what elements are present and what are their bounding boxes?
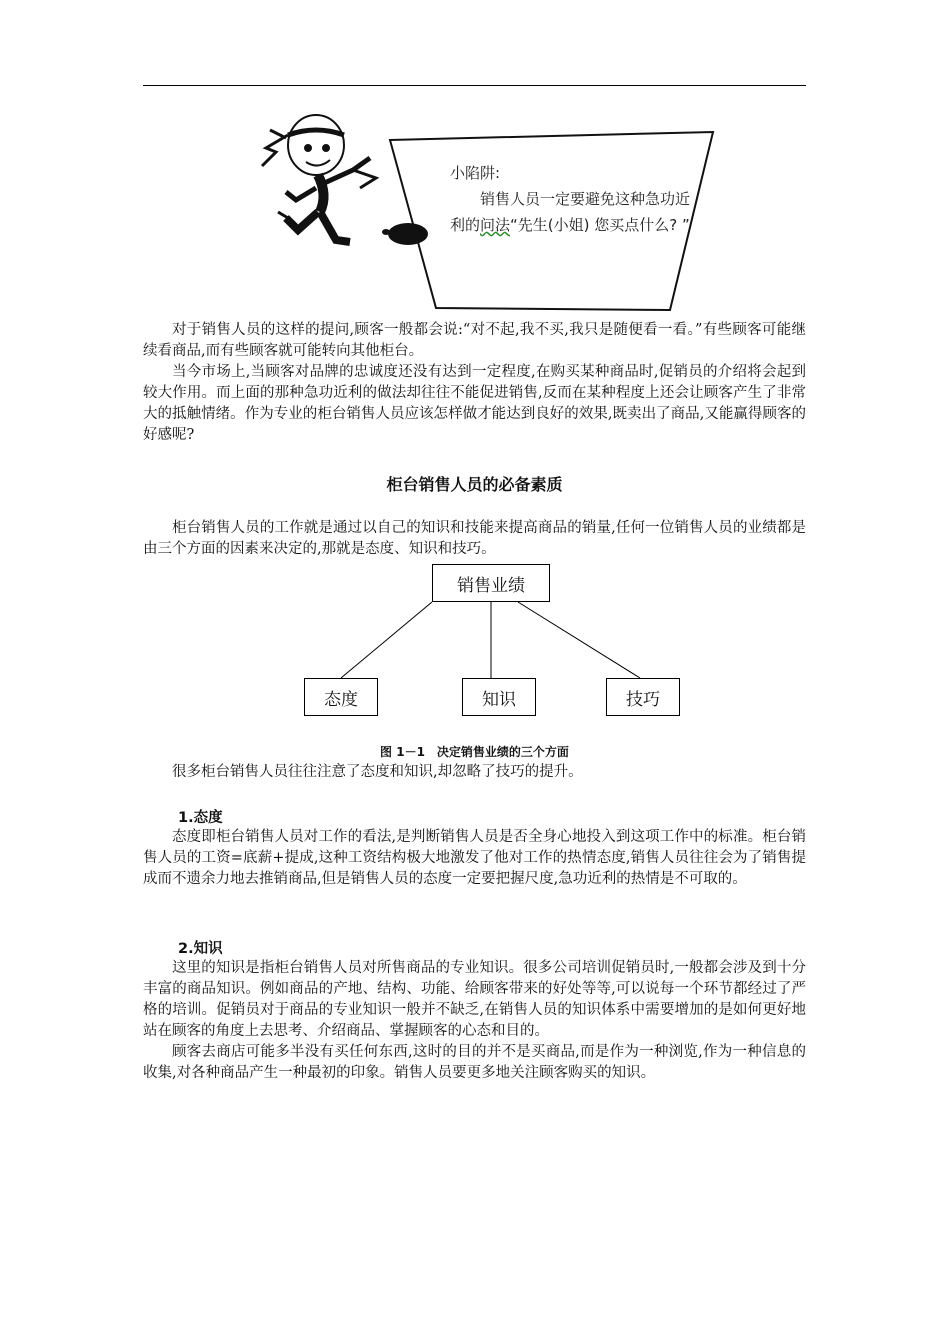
diagram-node-skill: 技巧 xyxy=(606,678,680,716)
connector-line xyxy=(341,602,432,678)
diagram-node-knowledge: 知识 xyxy=(462,678,536,716)
section-title: 柜台销售人员的必备素质 xyxy=(386,475,563,494)
paragraph: 这里的知识是指柜台销售人员对所售商品的专业知识。很多公司培训促销员时,一般都会涉及到十分丰富的商品知识。例如商品的产地、结构、功能、给顾客带来的好处等等,可以说每一个环节都经过了严格的培训。促销员对于商品的专业知识一般并不缺乏,在销售人员的知识体系中需要增加的是如何更好地站在顾客的角度上去思考、介绍商品、掌握顾客的心态和目的。 xyxy=(143,960,806,1039)
paragraph: 顾客去商店可能多半没有买任何东西,这时的目的并不是买商品,而是作为一种浏览,作为一种信息的收集,对各种商品产生一种最初的印象。销售人员要更多地关注顾客购买的知识。 xyxy=(143,1044,806,1081)
paragraph: 很多柜台销售人员往往注意了态度和知识,却忽略了技巧的提升。 xyxy=(172,764,583,780)
attitude-section xyxy=(143,827,806,890)
knowledge-section xyxy=(143,958,806,1084)
connector-line xyxy=(518,602,640,678)
diagram-root-box: 销售业绩 xyxy=(432,564,550,602)
figure-caption: 图 1－1 决定销售业绩的三个方面 xyxy=(380,745,569,759)
heading-knowledge: 2.知识 xyxy=(178,941,223,957)
paragraph: 态度即柜台销售人员对工作的看法,是判断销售人员是否全身心地投入到这项工作中的标准。柜台销售人员的工资=底薪+提成,这种工资结构极大地激发了他对工作的热情态度,销售人员往往会为了销售提成而不遗余力地去推销商品,但是销售人员的态度一定要把握尺度,急功近利的热情是不可取的。 xyxy=(143,829,806,887)
tip-body-start: 销售人员一定要避免这种急功近利的 xyxy=(450,190,691,234)
tip-body-marked: 问法 xyxy=(480,216,511,234)
tip-title: 小陷阱: xyxy=(450,164,501,182)
heading-attitude: 1.态度 xyxy=(178,810,223,826)
paragraph: 当今市场上,当顾客对品牌的忠诚度还没有达到一定程度,在购买某种商品时,促销员的介绍将会起到较大作用。而上面的那种急功近利的做法却往往不能促进销售,反而在某种程度上还会让顾客产生了非常大的抵触情绪。作为专业的柜台销售人员应该怎样做才能达到良好的效果,既卖出了商品,又能赢得顾客的好感呢? xyxy=(143,364,806,443)
intro-paragraph: 柜台销售人员的工作就是通过以自己的知识和技能来提高商品的销量,任何一位销售人员的业绩都是由三个方面的因素来决定的,那就是态度、知识和技巧。 xyxy=(143,520,806,557)
paragraph: 对于销售人员的这样的提问,顾客一般都会说:“对不起,我不买,我只是随便看一看。”有些顾客可能继续看商品,而有些顾客就可能转向其他柜台。 xyxy=(143,322,806,359)
tip-body-end: “先生(小姐) 您买点什么? ” xyxy=(510,216,690,234)
diagram-node-attitude: 态度 xyxy=(304,678,378,716)
after-diagram-block xyxy=(143,762,806,783)
